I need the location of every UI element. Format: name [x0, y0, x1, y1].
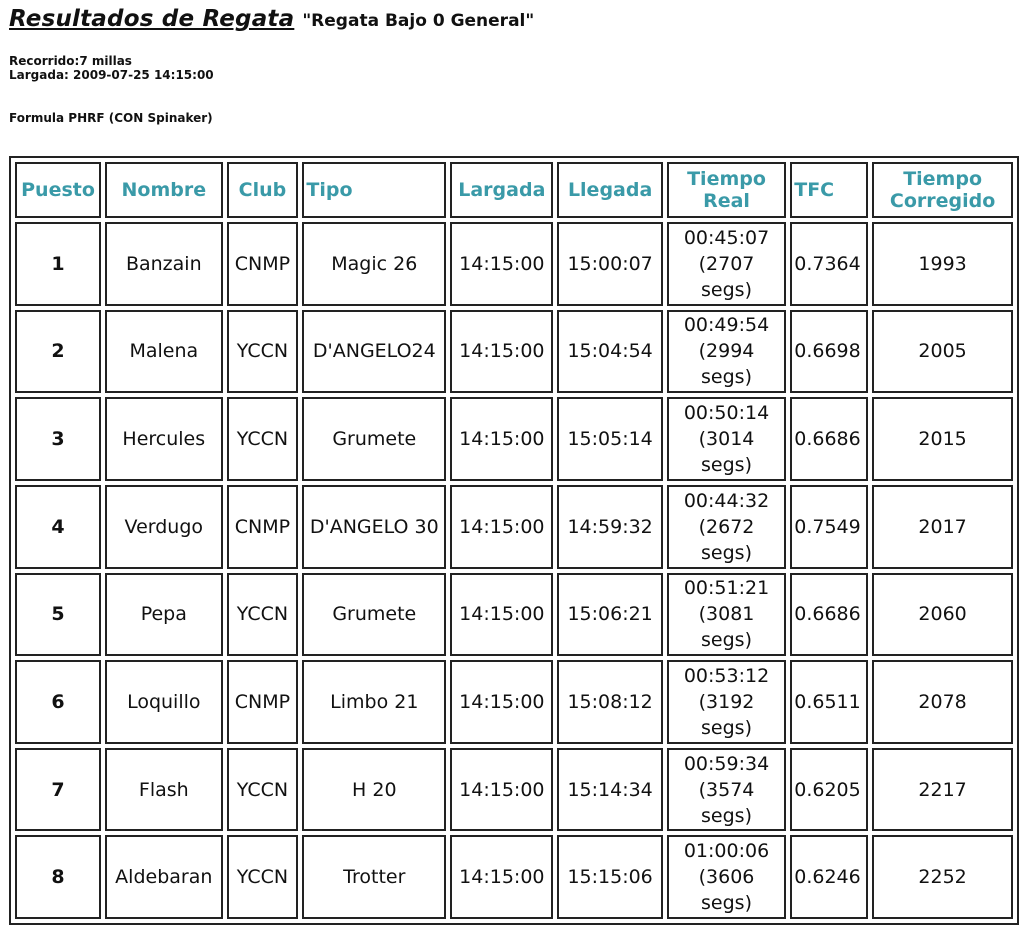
cell-club: YCCN	[227, 835, 299, 919]
cell-club: CNMP	[227, 660, 299, 744]
table-row	[15, 485, 1013, 569]
cell-tfc: 0.6205	[790, 748, 868, 832]
cell-tiempo-real: 00:45:07 (2707 segs)	[667, 222, 786, 306]
table-row	[15, 310, 1013, 394]
cell-tiempo-corregido: 2078	[872, 660, 1013, 744]
cell-tipo: Magic 26	[302, 222, 446, 306]
cell-nombre: Banzain	[105, 222, 222, 306]
cell-tiempo-real: 00:59:34 (3574 segs)	[667, 748, 786, 832]
cell-puesto: 4	[15, 485, 101, 569]
col-header-llegada: Llegada	[557, 162, 662, 218]
cell-tiempo-real: 00:49:54 (2994 segs)	[667, 310, 786, 394]
table-row	[15, 573, 1013, 657]
cell-nombre: Hercules	[105, 397, 222, 481]
cell-tiempo-corregido: 2060	[872, 573, 1013, 657]
cell-llegada: 15:08:12	[557, 660, 662, 744]
cell-tiempo-real: 00:51:21 (3081 segs)	[667, 573, 786, 657]
cell-tiempo-corregido: 2015	[872, 397, 1013, 481]
cell-tfc: 0.6511	[790, 660, 868, 744]
cell-club: CNMP	[227, 485, 299, 569]
table-row	[15, 660, 1013, 744]
table-row	[15, 835, 1013, 919]
cell-nombre: Aldebaran	[105, 835, 222, 919]
cell-tipo: Limbo 21	[302, 660, 446, 744]
cell-largada: 14:15:00	[450, 573, 553, 657]
page-title: Resultados de Regata	[9, 6, 295, 32]
cell-tiempo-corregido: 1993	[872, 222, 1013, 306]
cell-tipo: H 20	[302, 748, 446, 832]
regatta-name: "Regata Bajo 0 General"	[302, 11, 535, 31]
start-datetime: Largada: 2009-07-25 14:15:00	[9, 68, 214, 82]
cell-club: YCCN	[227, 573, 299, 657]
col-header-largada: Largada	[450, 162, 553, 218]
cell-tfc: 0.7364	[790, 222, 868, 306]
cell-llegada: 15:06:21	[557, 573, 662, 657]
cell-nombre: Loquillo	[105, 660, 222, 744]
cell-puesto: 7	[15, 748, 101, 832]
cell-tiempo-real: 00:44:32 (2672 segs)	[667, 485, 786, 569]
cell-nombre: Malena	[105, 310, 222, 394]
cell-llegada: 15:05:14	[557, 397, 662, 481]
cell-club: YCCN	[227, 748, 299, 832]
col-header-tiempo-corregido: Tiempo Corregido	[872, 162, 1013, 218]
col-header-tipo: Tipo	[302, 162, 446, 218]
cell-largada: 14:15:00	[450, 835, 553, 919]
cell-llegada: 15:14:34	[557, 748, 662, 832]
cell-tiempo-real: 00:50:14 (3014 segs)	[667, 397, 786, 481]
cell-puesto: 8	[15, 835, 101, 919]
page-heading	[9, 6, 534, 32]
cell-tfc: 0.7549	[790, 485, 868, 569]
cell-tipo: Grumete	[302, 573, 446, 657]
table-header-row	[15, 162, 1013, 218]
col-header-tiempo-real: Tiempo Real	[667, 162, 786, 218]
cell-tipo: D'ANGELO24	[302, 310, 446, 394]
cell-nombre: Verdugo	[105, 485, 222, 569]
cell-club: CNMP	[227, 222, 299, 306]
rating-formula: Formula PHRF (CON Spinaker)	[9, 111, 213, 125]
cell-nombre: Pepa	[105, 573, 222, 657]
cell-largada: 14:15:00	[450, 397, 553, 481]
cell-tfc: 0.6686	[790, 573, 868, 657]
cell-tfc: 0.6686	[790, 397, 868, 481]
col-header-club: Club	[227, 162, 299, 218]
cell-largada: 14:15:00	[450, 660, 553, 744]
cell-tiempo-corregido: 2217	[872, 748, 1013, 832]
col-header-puesto: Puesto	[15, 162, 101, 218]
cell-llegada: 15:15:06	[557, 835, 662, 919]
cell-tipo: D'ANGELO 30	[302, 485, 446, 569]
table-row	[15, 748, 1013, 832]
cell-tfc: 0.6246	[790, 835, 868, 919]
cell-tiempo-real: 01:00:06 (3606 segs)	[667, 835, 786, 919]
results-table	[9, 156, 1019, 925]
cell-nombre: Flash	[105, 748, 222, 832]
cell-largada: 14:15:00	[450, 310, 553, 394]
col-header-tfc: TFC	[790, 162, 868, 218]
course-distance: Recorrido:7 millas	[9, 54, 132, 68]
cell-puesto: 5	[15, 573, 101, 657]
cell-llegada: 15:04:54	[557, 310, 662, 394]
cell-tiempo-corregido: 2017	[872, 485, 1013, 569]
cell-tfc: 0.6698	[790, 310, 868, 394]
cell-largada: 14:15:00	[450, 748, 553, 832]
cell-largada: 14:15:00	[450, 485, 553, 569]
cell-puesto: 3	[15, 397, 101, 481]
table-row	[15, 397, 1013, 481]
cell-tiempo-corregido: 2005	[872, 310, 1013, 394]
cell-largada: 14:15:00	[450, 222, 553, 306]
cell-tiempo-real: 00:53:12 (3192 segs)	[667, 660, 786, 744]
cell-llegada: 15:00:07	[557, 222, 662, 306]
cell-club: YCCN	[227, 397, 299, 481]
cell-puesto: 2	[15, 310, 101, 394]
cell-puesto: 6	[15, 660, 101, 744]
col-header-nombre: Nombre	[105, 162, 222, 218]
cell-tiempo-corregido: 2252	[872, 835, 1013, 919]
cell-tipo: Grumete	[302, 397, 446, 481]
cell-club: YCCN	[227, 310, 299, 394]
cell-llegada: 14:59:32	[557, 485, 662, 569]
cell-tipo: Trotter	[302, 835, 446, 919]
race-info	[9, 54, 214, 82]
cell-puesto: 1	[15, 222, 101, 306]
table-row	[15, 222, 1013, 306]
